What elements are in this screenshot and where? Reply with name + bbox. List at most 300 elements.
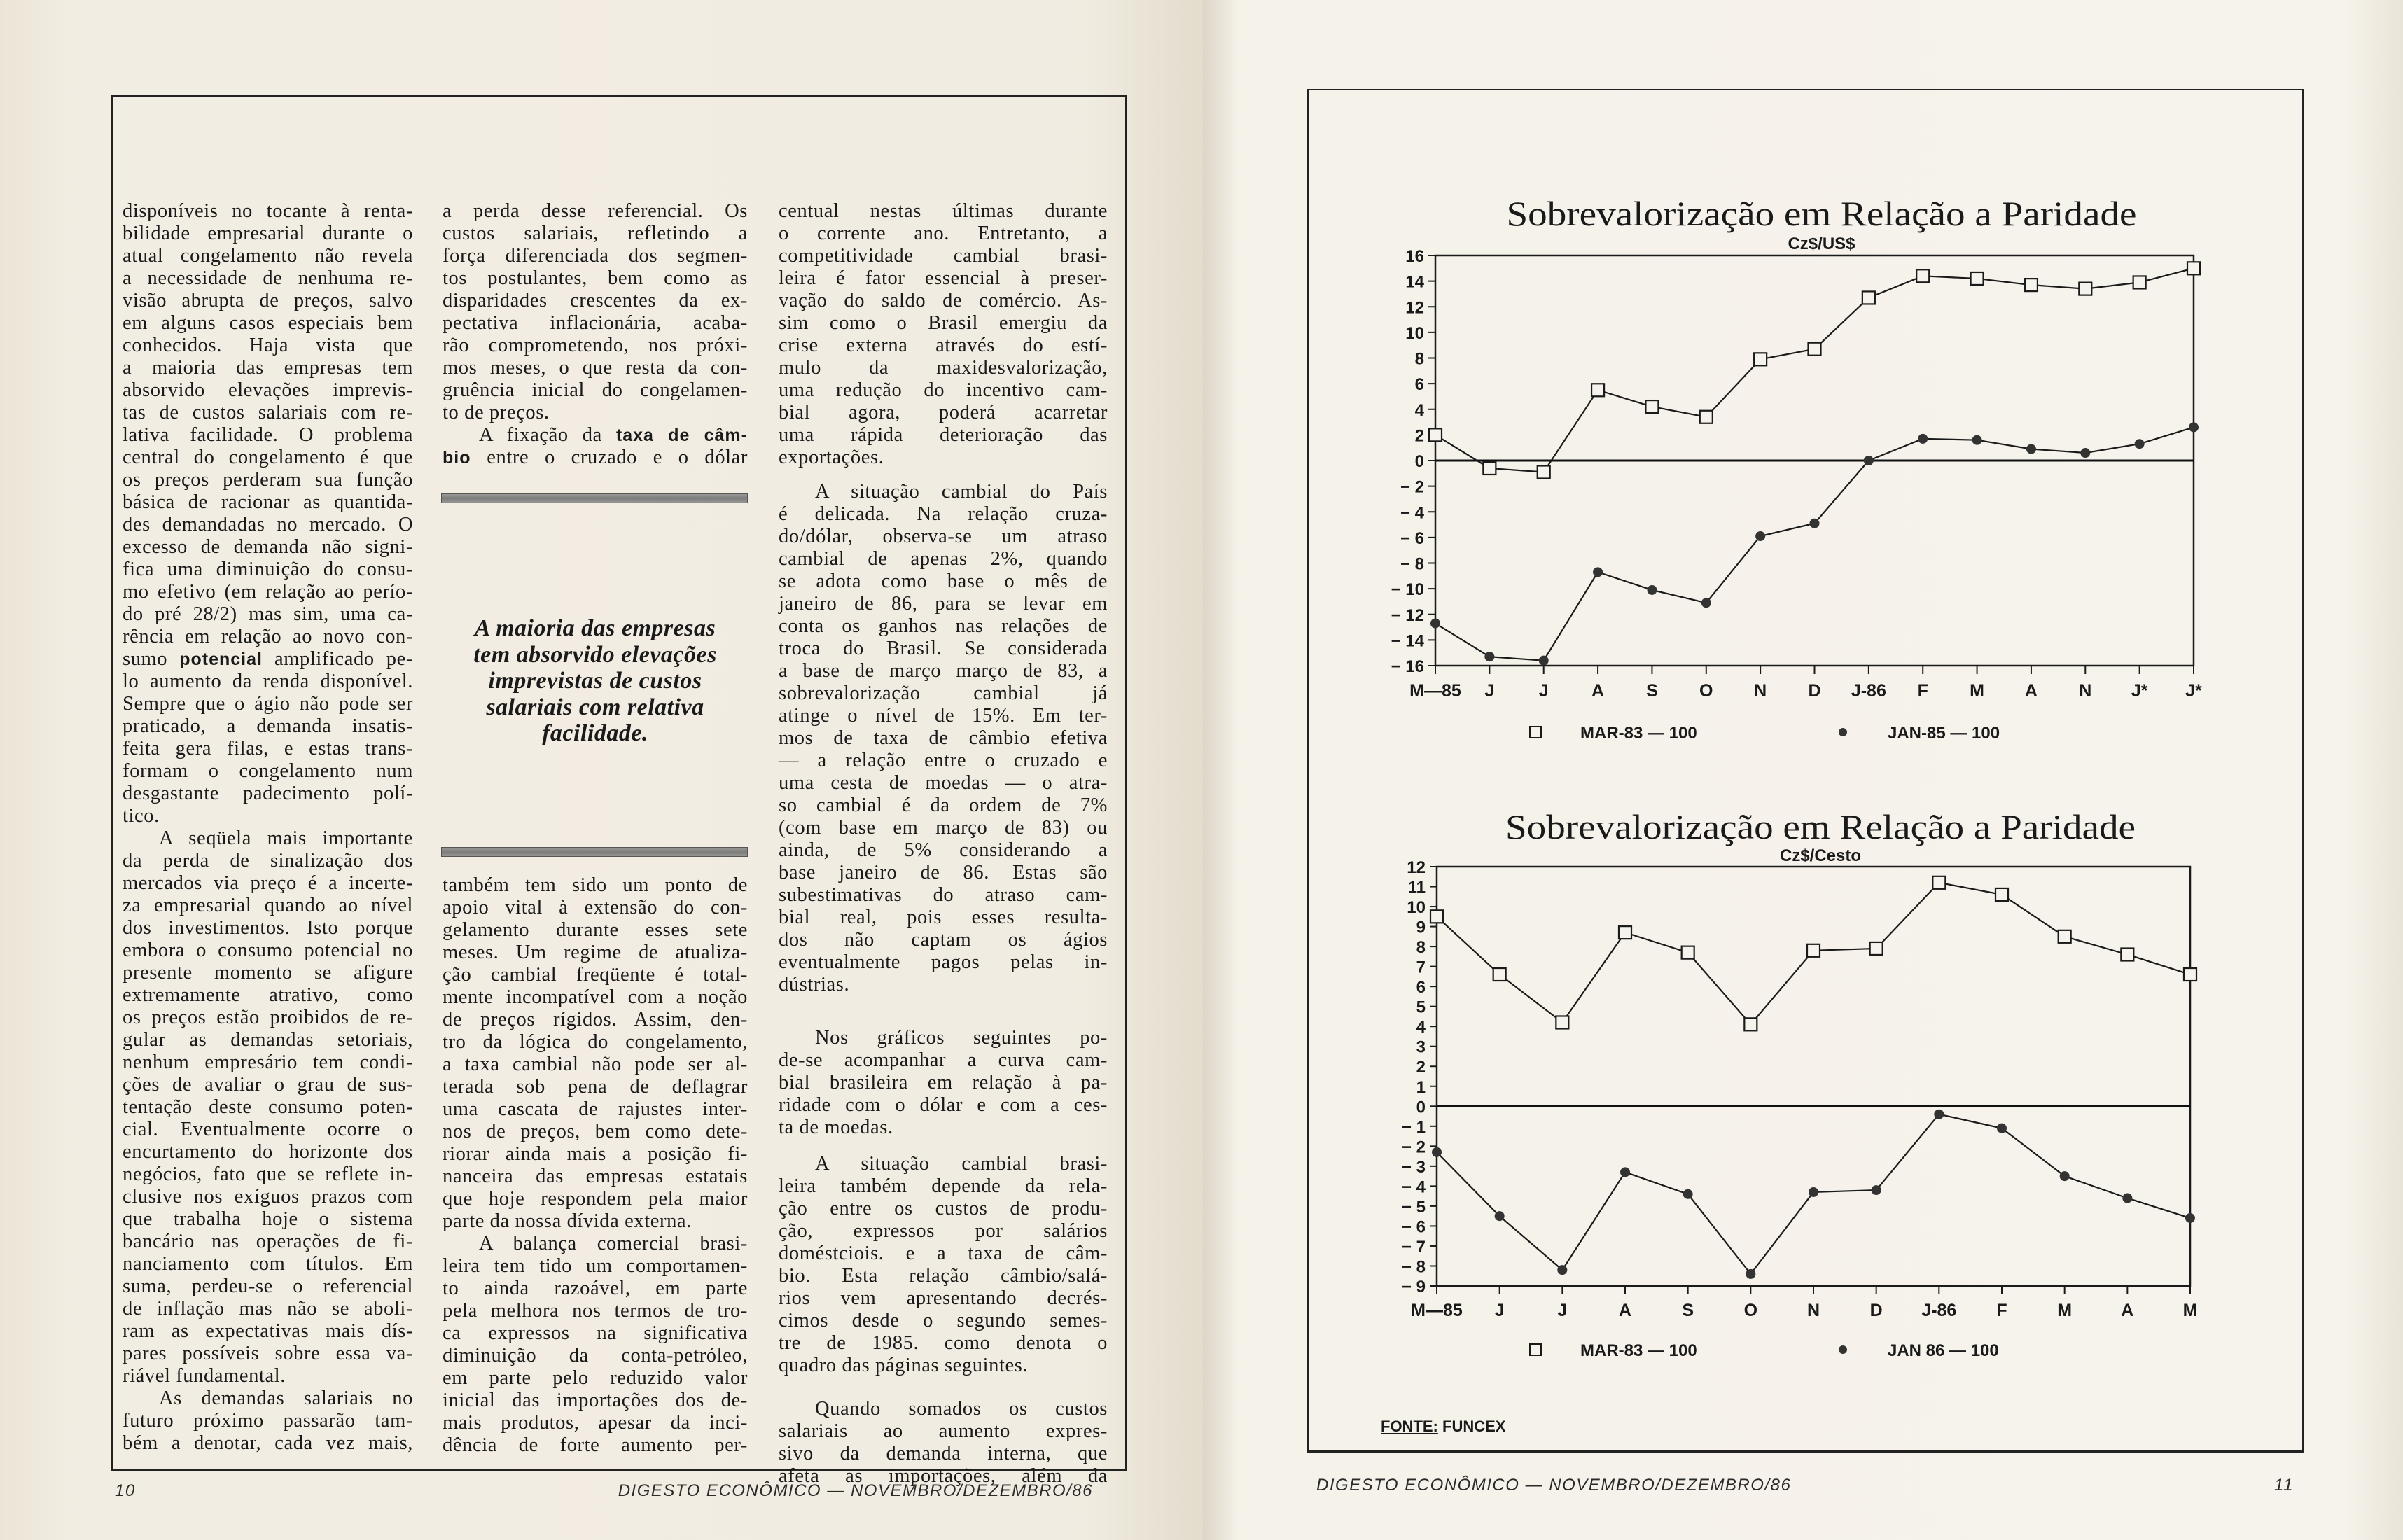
x-tick-label: M	[2057, 1301, 2073, 1320]
text-line: uma cascata de rajustes inter-	[443, 1098, 748, 1120]
text-run: amplificado pe-	[262, 648, 413, 670]
text-line: dústrias.	[779, 974, 850, 995]
y-tick-label: 8	[1416, 938, 1426, 958]
text-line: tico.	[123, 805, 160, 827]
chart-title: Sobrevalorização em Relação a Paridade	[1506, 194, 2137, 233]
y-tick-label: 0	[1416, 1098, 1426, 1117]
text-line: rão comprometendo, nos próxi-	[443, 335, 748, 356]
text-line: básica de racionar as quantida-	[123, 491, 413, 513]
y-tick-label: 4	[1414, 400, 1424, 420]
square-marker	[1744, 1018, 1757, 1030]
x-tick-label: S	[1682, 1301, 1694, 1320]
text-line: de-se acompanhar a curva cam-	[779, 1049, 1108, 1071]
y-tick-label: − 12	[1391, 606, 1424, 625]
text-line: mulo da maxidesvalorização,	[779, 357, 1108, 379]
text-line: Nos gráficos seguintes po-	[815, 1027, 1108, 1049]
text-line: pares possíveis sobre essa va-	[123, 1343, 413, 1364]
text-line: praticado, a demanda insatis-	[123, 715, 413, 737]
y-tick-label: 14	[1405, 272, 1424, 292]
text-line: sivo da demanda interna, que	[779, 1443, 1108, 1464]
text-line: disponíveis no tocante à renta-	[123, 200, 413, 222]
y-tick-label: 9	[1416, 918, 1426, 937]
square-marker	[1645, 400, 1658, 413]
text-run: entre o cruzado e o dólar	[471, 447, 748, 468]
text-line: os preços estão proibidos de re-	[123, 1007, 413, 1028]
square-marker	[1700, 411, 1713, 424]
square-marker	[1995, 888, 2008, 901]
text-line: é delicada. Na relação cruza-	[779, 503, 1108, 525]
text-line: ca expressos na significativa	[443, 1322, 748, 1344]
text-line: tos postulantes, bem como as	[443, 267, 748, 289]
x-tick-label: N	[1754, 681, 1767, 701]
dot-marker	[1593, 567, 1603, 577]
text-line: lo aumento da renda disponível.	[123, 671, 413, 692]
x-tick-label: F	[1996, 1301, 2007, 1320]
text-line: formam o congelamento num	[123, 760, 413, 782]
text-line: Sempre que o ágio não pode ser	[123, 693, 413, 715]
x-tick-label: M	[2182, 1301, 2198, 1320]
text-line: nanciamento com títulos. Em	[123, 1253, 413, 1275]
text-line: visão abrupta de preços, salvo	[123, 290, 413, 312]
dot-marker	[1539, 656, 1549, 666]
y-tick-label: 1	[1416, 1077, 1426, 1097]
legend-dot-icon	[1839, 728, 1847, 736]
square-marker	[2187, 262, 2200, 274]
legend-dot-icon	[1839, 1345, 1847, 1354]
x-tick-label: N	[2079, 681, 2092, 701]
text-line: em parte pelo reduzido valor	[443, 1367, 748, 1389]
dot-marker	[2189, 422, 2199, 432]
text-line: bilidade empresarial durante o	[123, 223, 413, 244]
text-line: subestimativas do atraso cam-	[779, 884, 1108, 906]
text-line: a base de março março de 83, a	[779, 660, 1108, 682]
square-marker	[1932, 876, 1945, 889]
text-line: apoio vital à extensão do con-	[443, 897, 748, 918]
y-tick-label: − 7	[1401, 1237, 1426, 1256]
x-tick-label: O	[1743, 1301, 1758, 1320]
text-line: competitividade cambial brasi-	[779, 245, 1108, 267]
dot-marker	[1872, 1185, 1881, 1195]
dot-marker	[2122, 1193, 2132, 1203]
y-tick-label: − 2	[1401, 1138, 1426, 1157]
legend-square-icon	[1530, 1344, 1541, 1355]
text-line: so cambial é da ordem de 7%	[779, 794, 1108, 816]
square-marker	[2025, 279, 2038, 291]
y-tick-label: 5	[1416, 997, 1426, 1017]
dot-marker	[1755, 531, 1765, 541]
dot-marker	[1972, 435, 1982, 445]
text-line: de preços rígidos. Assim, den-	[443, 1009, 748, 1030]
chart-title: Sobrevalorização em Relação a Paridade	[1505, 807, 2136, 846]
dot-marker	[1810, 519, 1820, 528]
pull-quote-line: salariais com relativa	[486, 694, 704, 720]
y-tick-label: 8	[1414, 349, 1424, 369]
text-line: gelamento durante esses sete	[443, 919, 748, 941]
text-line: leira é fator essencial à preser-	[779, 267, 1108, 289]
text-line: que hoje respondem pela maior	[443, 1188, 748, 1210]
x-tick-label: F	[1917, 681, 1928, 701]
text-line: presente momento se afigure	[123, 962, 413, 983]
text-line: parte da nossa dívida externa.	[443, 1210, 692, 1232]
text-line: mercados via preço é a incerte-	[123, 872, 413, 894]
text-line: uma cesta de moedas — o atra-	[779, 772, 1108, 794]
y-tick-label: 10	[1407, 898, 1426, 918]
plot-area	[1437, 867, 2190, 1286]
dot-marker	[2060, 1171, 2070, 1181]
text-line: encurtamento do horizonte dos	[123, 1141, 413, 1163]
text-line: crise externa através do estí-	[779, 335, 1108, 356]
y-tick-label: − 16	[1391, 657, 1424, 676]
series-line-1	[1435, 268, 2194, 472]
y-tick-label: 2	[1416, 1058, 1426, 1077]
text-line: salariais ao aumento expres-	[779, 1420, 1108, 1442]
dot-marker	[1746, 1269, 1755, 1279]
text-line: cimos desde o segundo semes-	[779, 1310, 1108, 1331]
y-tick-label: 3	[1416, 1037, 1426, 1057]
text-line: za empresarial quando ao nível	[123, 895, 413, 916]
y-tick-label: 4	[1416, 1018, 1426, 1037]
square-marker	[1682, 946, 1694, 959]
x-tick-label: S	[1646, 681, 1658, 701]
x-tick-label: J	[1538, 681, 1549, 701]
text-line: atual congelamento não revela	[123, 245, 413, 267]
dot-marker	[1495, 1211, 1505, 1221]
x-tick-label: M—85	[1409, 681, 1461, 701]
dot-marker	[1701, 598, 1711, 608]
text-line: ções de avaliar o grau de sus-	[123, 1074, 413, 1096]
footer-left-text: DIGESTO ECONÔMICO — NOVEMBRO/DEZEMBRO/86	[618, 1481, 1093, 1500]
x-tick-label: J-86	[1851, 681, 1886, 701]
x-tick-label: J*	[2131, 681, 2148, 701]
text-line: uma redução do incentivo cam-	[779, 379, 1108, 401]
text-line: suma, perdeu-se o referencial	[123, 1275, 413, 1297]
text-line: bancário nas operações de fi-	[123, 1231, 413, 1252]
text-line: do/dólar, observa-se um atraso	[779, 526, 1108, 547]
pull-quote-line: facilidade.	[542, 720, 648, 746]
square-marker	[2133, 276, 2146, 288]
page-number-right: 11	[2274, 1476, 2294, 1494]
text-line: uma rápida deterioração das	[779, 424, 1108, 446]
text-line: riável fundamental.	[123, 1365, 286, 1387]
dot-marker	[1809, 1187, 1818, 1197]
y-tick-label: − 14	[1391, 631, 1424, 651]
y-tick-label: − 4	[1401, 1177, 1426, 1197]
text-line: pela melhora nos termos de tro-	[443, 1300, 748, 1322]
square-marker	[1429, 428, 1442, 441]
text-line: força diferenciada dos segmen-	[443, 245, 748, 267]
text-line: também tem sido um ponto de	[443, 874, 748, 896]
text-line: gular as demandas setoriais,	[123, 1029, 413, 1051]
x-tick-label: M	[1970, 681, 1984, 701]
text-line: mos de taxa de câmbio efetiva	[779, 727, 1108, 749]
text-line: to de preços.	[443, 402, 550, 424]
square-marker	[1809, 343, 1821, 356]
legend-label: JAN 86 — 100	[1888, 1341, 1999, 1360]
text-line: a perda desse referencial. Os	[443, 200, 748, 222]
source-note	[1381, 1418, 1505, 1436]
text-line: ta de moedas.	[779, 1116, 893, 1138]
text-line: A seqüela mais importante	[159, 827, 413, 849]
y-tick-label: − 8	[1400, 554, 1424, 574]
bold-term: taxa de câm-	[615, 426, 748, 445]
dot-marker	[1484, 652, 1494, 662]
text-line: tas de custos salariais com re-	[123, 402, 413, 424]
square-marker	[1619, 926, 1631, 939]
text-line: mo efetivo (em relação ao perío-	[123, 581, 413, 603]
text-line: dos não captam os ágios	[779, 929, 1108, 951]
x-tick-label: J	[1494, 1301, 1505, 1320]
x-tick-label: A	[1591, 681, 1605, 701]
text-line: eventualmente pagos pelas in-	[779, 951, 1108, 973]
text-line: em alguns casos especiais bem	[123, 312, 413, 334]
text-line: nanceira das empresas estatais	[443, 1166, 748, 1187]
text-line: fica uma diminuição do consu-	[123, 559, 413, 580]
x-tick-label: D	[1869, 1301, 1883, 1320]
text-line: lativa facilidade. O problema	[123, 424, 413, 446]
text-line: base janeiro de 86. Estas são	[779, 862, 1108, 883]
x-tick-label: A	[2121, 1301, 2134, 1320]
text-line: riorar ainda mais a posição fi-	[443, 1143, 748, 1165]
pull-quote-line: imprevistas de custos	[488, 668, 702, 694]
text-line: atinge o nível de 15%. Em ter-	[779, 705, 1108, 727]
y-tick-label: − 4	[1400, 503, 1424, 523]
text-line: ainda, de 5% considerando a	[779, 839, 1108, 861]
text-line: absorvido elevações imprevis-	[123, 379, 413, 401]
legend-square-icon	[1530, 727, 1541, 738]
text-run: A fixação da	[479, 424, 616, 446]
text-line: afeta as importações, além da	[779, 1465, 1108, 1487]
dot-marker	[1934, 1110, 1944, 1119]
text-line: As demandas salariais no	[159, 1387, 413, 1409]
text-line: conta os ganhos nas relações de	[779, 615, 1108, 637]
x-tick-label: D	[1808, 681, 1821, 701]
y-tick-label: − 6	[1401, 1217, 1426, 1237]
x-tick-label: J	[1557, 1301, 1568, 1320]
text-line: gruência inicial do congelamen-	[443, 379, 748, 401]
text-line: — a relação entre o cruzado e	[779, 750, 1108, 771]
text-line: do pré 28/2) mas sim, uma ca-	[123, 603, 413, 625]
y-tick-label: 7	[1416, 958, 1426, 977]
text-line: cial. Eventualmente ocorre o	[123, 1119, 413, 1140]
square-marker	[1493, 968, 1506, 981]
bold-term: potencial	[179, 650, 263, 669]
legend-label: MAR-83 — 100	[1580, 1341, 1697, 1360]
y-tick-label: 16	[1405, 247, 1424, 266]
square-marker	[2184, 968, 2196, 981]
dot-marker	[1864, 456, 1874, 465]
x-tick-label: A	[1618, 1301, 1632, 1320]
square-marker	[1556, 1016, 1568, 1028]
text-line: embora o consumo potencial no	[123, 939, 413, 961]
text-line: nos de preços, bem como dete-	[443, 1121, 748, 1142]
chart-subtitle: Cz$/US$	[1788, 234, 1855, 253]
text-line: doméstciois. e a taxa de câm-	[779, 1242, 1108, 1264]
chart-1	[1391, 194, 2202, 743]
text-line: dos investimentos. Isto porque	[123, 917, 413, 939]
text-line: A balança comercial brasi-	[479, 1233, 748, 1254]
pull-quote-line: tem absorvido elevações	[473, 641, 717, 668]
text-line: extremamente atrativo, como	[123, 984, 413, 1006]
text-line: da perda de sinalização dos	[123, 850, 413, 872]
y-tick-label: − 2	[1400, 477, 1424, 497]
square-marker	[1754, 353, 1767, 365]
text-line: ram as expectativas mais dís-	[123, 1320, 413, 1342]
page-number-left: 10	[115, 1481, 136, 1500]
y-tick-label: 12	[1405, 298, 1424, 318]
dot-marker	[1918, 434, 1928, 444]
text-line: que trabalha hoje o sistema	[123, 1208, 413, 1230]
text-line: nenhum empresário tem condi-	[123, 1051, 413, 1073]
text-line: meses. Um regime de atualiza-	[443, 941, 748, 963]
chart-subtitle: Cz$/Cesto	[1779, 846, 1862, 865]
text-line: ção entre os custos de produ-	[779, 1198, 1108, 1219]
y-tick-label: 0	[1414, 452, 1424, 471]
dot-marker	[1620, 1167, 1630, 1177]
text-line: de inflação mas não se aboli-	[123, 1298, 413, 1320]
text-line: a necessidade de nenhuma re-	[123, 267, 413, 289]
dot-marker	[1430, 619, 1440, 629]
y-tick-label: 6	[1416, 978, 1426, 997]
series-line-2	[1435, 427, 2194, 660]
text-line: clusive nos exíguos prazos com	[123, 1186, 413, 1208]
x-tick-label: N	[1806, 1301, 1820, 1320]
text-line: excesso de demanda não signi-	[123, 536, 413, 558]
text-line: troca do Brasil. Se considerada	[779, 638, 1108, 659]
text-line: to ainda razoável, em parte	[443, 1278, 748, 1299]
y-tick-label: 6	[1414, 375, 1424, 395]
text-line: tentação deste consumo poten-	[123, 1096, 413, 1118]
dot-marker	[1997, 1124, 2007, 1133]
text-line: rência em relação ao novo con-	[123, 626, 413, 648]
text-line: A situação cambial do País	[815, 481, 1108, 503]
square-marker	[2059, 930, 2071, 943]
y-tick-label: − 1	[1401, 1117, 1426, 1137]
y-tick-label: − 3	[1401, 1157, 1426, 1177]
text-line: leira tem tido um comportamen-	[443, 1255, 748, 1277]
x-tick-label: J	[1484, 681, 1495, 701]
source-value: FUNCEX	[1442, 1418, 1506, 1435]
text-line: vação do saldo de comércio. As-	[779, 290, 1108, 312]
square-marker	[1591, 384, 1604, 396]
text-line: central do congelamento é que	[123, 447, 413, 468]
text-line: dência de forte aumento per-	[443, 1434, 748, 1456]
text-line: tre de 1985. como denota o	[779, 1332, 1108, 1354]
bold-term: bio	[443, 448, 471, 468]
text-line: sim como o Brasil emergiu da	[779, 312, 1108, 334]
text-line: conhecidos. Haja vista que	[123, 335, 413, 356]
x-tick-label: J*	[2185, 681, 2202, 701]
square-marker	[1916, 270, 1929, 282]
text-line: Quando somados os custos	[815, 1398, 1108, 1420]
pull-quote-line: A maioria das empresas	[474, 615, 716, 641]
y-tick-label: 10	[1405, 323, 1424, 343]
y-tick-label: − 6	[1400, 528, 1424, 548]
text-line: janeiro de 86, para se levar em	[779, 593, 1108, 615]
text-line: ridade com o dólar e com a ces-	[779, 1094, 1108, 1116]
text-line: negócios, fato que se reflete in-	[123, 1163, 413, 1185]
y-tick-label: − 9	[1401, 1278, 1426, 1296]
text-line: ção cambial freqüente é total-	[443, 964, 748, 986]
text-line: tro da lógica do congelamento,	[443, 1031, 748, 1053]
text-line: a maioria das empresas tem	[123, 357, 413, 379]
y-tick-label: 2	[1414, 426, 1424, 446]
text-line: leira também depende da rela-	[779, 1175, 1108, 1197]
text-line: rios vem apresentando decrés-	[779, 1287, 1108, 1309]
square-marker	[1483, 462, 1496, 475]
text-line: futuro próximo passarão tam-	[123, 1410, 413, 1432]
footer-right-text: DIGESTO ECONÔMICO — NOVEMBRO/DEZEMBRO/86	[1316, 1476, 1792, 1494]
text-line: mais produtos, apesar da inci-	[443, 1412, 748, 1434]
text-line: bio. Esta relação câmbio/salá-	[779, 1265, 1108, 1287]
square-marker	[1862, 291, 1875, 304]
text-line: cambial de apenas 2%, quando	[779, 548, 1108, 570]
dot-marker	[2135, 439, 2145, 449]
y-tick-label: − 8	[1401, 1257, 1426, 1277]
text-run: sumo	[123, 648, 180, 670]
text-line: mos meses, o que resta da con-	[443, 357, 748, 379]
x-tick-label: A	[2024, 681, 2038, 701]
text-line: os preços perderam sua função	[123, 469, 413, 491]
chart-2	[1402, 807, 2197, 1360]
square-marker	[1807, 944, 1820, 957]
x-tick-label: J-86	[1921, 1301, 1957, 1320]
text-line: diminuição da conta-petróleo,	[443, 1345, 748, 1366]
source-label: FONTE:	[1381, 1418, 1438, 1435]
text-line: pectativa inflacionária, acaba-	[443, 312, 748, 334]
square-marker	[2121, 948, 2133, 961]
text-line: o corrente ano. Entretanto, a	[779, 223, 1108, 244]
dot-marker	[1432, 1147, 1442, 1157]
dot-marker	[2080, 448, 2090, 458]
text-line: A situação cambial brasi-	[815, 1153, 1108, 1175]
text-line: bial real, pois esses resulta-	[779, 906, 1108, 928]
dot-marker	[1647, 585, 1657, 595]
text-line: des demandadas no mercado. O	[123, 514, 413, 536]
text-line: quadro das páginas seguintes.	[779, 1354, 1029, 1376]
square-marker	[1430, 910, 1443, 923]
text-line: a taxa cambial não pode ser al-	[443, 1054, 748, 1075]
text-line: bial agora, poderá acarretar	[779, 402, 1108, 424]
text-line: disparidades crescentes da ex-	[443, 290, 748, 312]
text-line: sobrevalorização cambial já	[779, 682, 1108, 704]
square-marker	[2079, 283, 2091, 295]
dot-marker	[1683, 1189, 1693, 1199]
dot-marker	[2026, 444, 2036, 454]
text-line: bial brasileira em relação à pa-	[779, 1072, 1108, 1093]
text-line: desgastante padecimento polí-	[123, 783, 413, 804]
text-line: bém a denotar, cada vez mais,	[123, 1432, 413, 1454]
text-line: feita gera filas, e estas trans-	[123, 738, 413, 760]
x-tick-label: M—85	[1411, 1301, 1463, 1320]
y-tick-label: 11	[1407, 878, 1426, 897]
square-marker	[1538, 465, 1550, 478]
text-line: ção, expressos por salários	[779, 1220, 1108, 1242]
dot-marker	[1557, 1265, 1567, 1275]
text-line: exportações.	[779, 447, 884, 468]
text-line: custos salariais, refletindo a	[443, 223, 748, 244]
square-marker	[1971, 272, 1984, 285]
text-line: mente incompatível com a noção	[443, 986, 748, 1008]
legend-label: JAN-85 — 100	[1888, 724, 2000, 743]
x-tick-label: O	[1699, 681, 1713, 701]
text-line: terada sob pena de deflagrar	[443, 1076, 748, 1098]
text-line: centual nestas últimas durante	[779, 200, 1108, 222]
text-line: (com base em março de 83) ou	[779, 817, 1108, 839]
text-line: se adota como base o mês de	[779, 570, 1108, 592]
text-line: inicial das importações dos de-	[443, 1390, 748, 1411]
square-marker	[1870, 942, 1883, 955]
y-tick-label: − 5	[1401, 1197, 1426, 1217]
